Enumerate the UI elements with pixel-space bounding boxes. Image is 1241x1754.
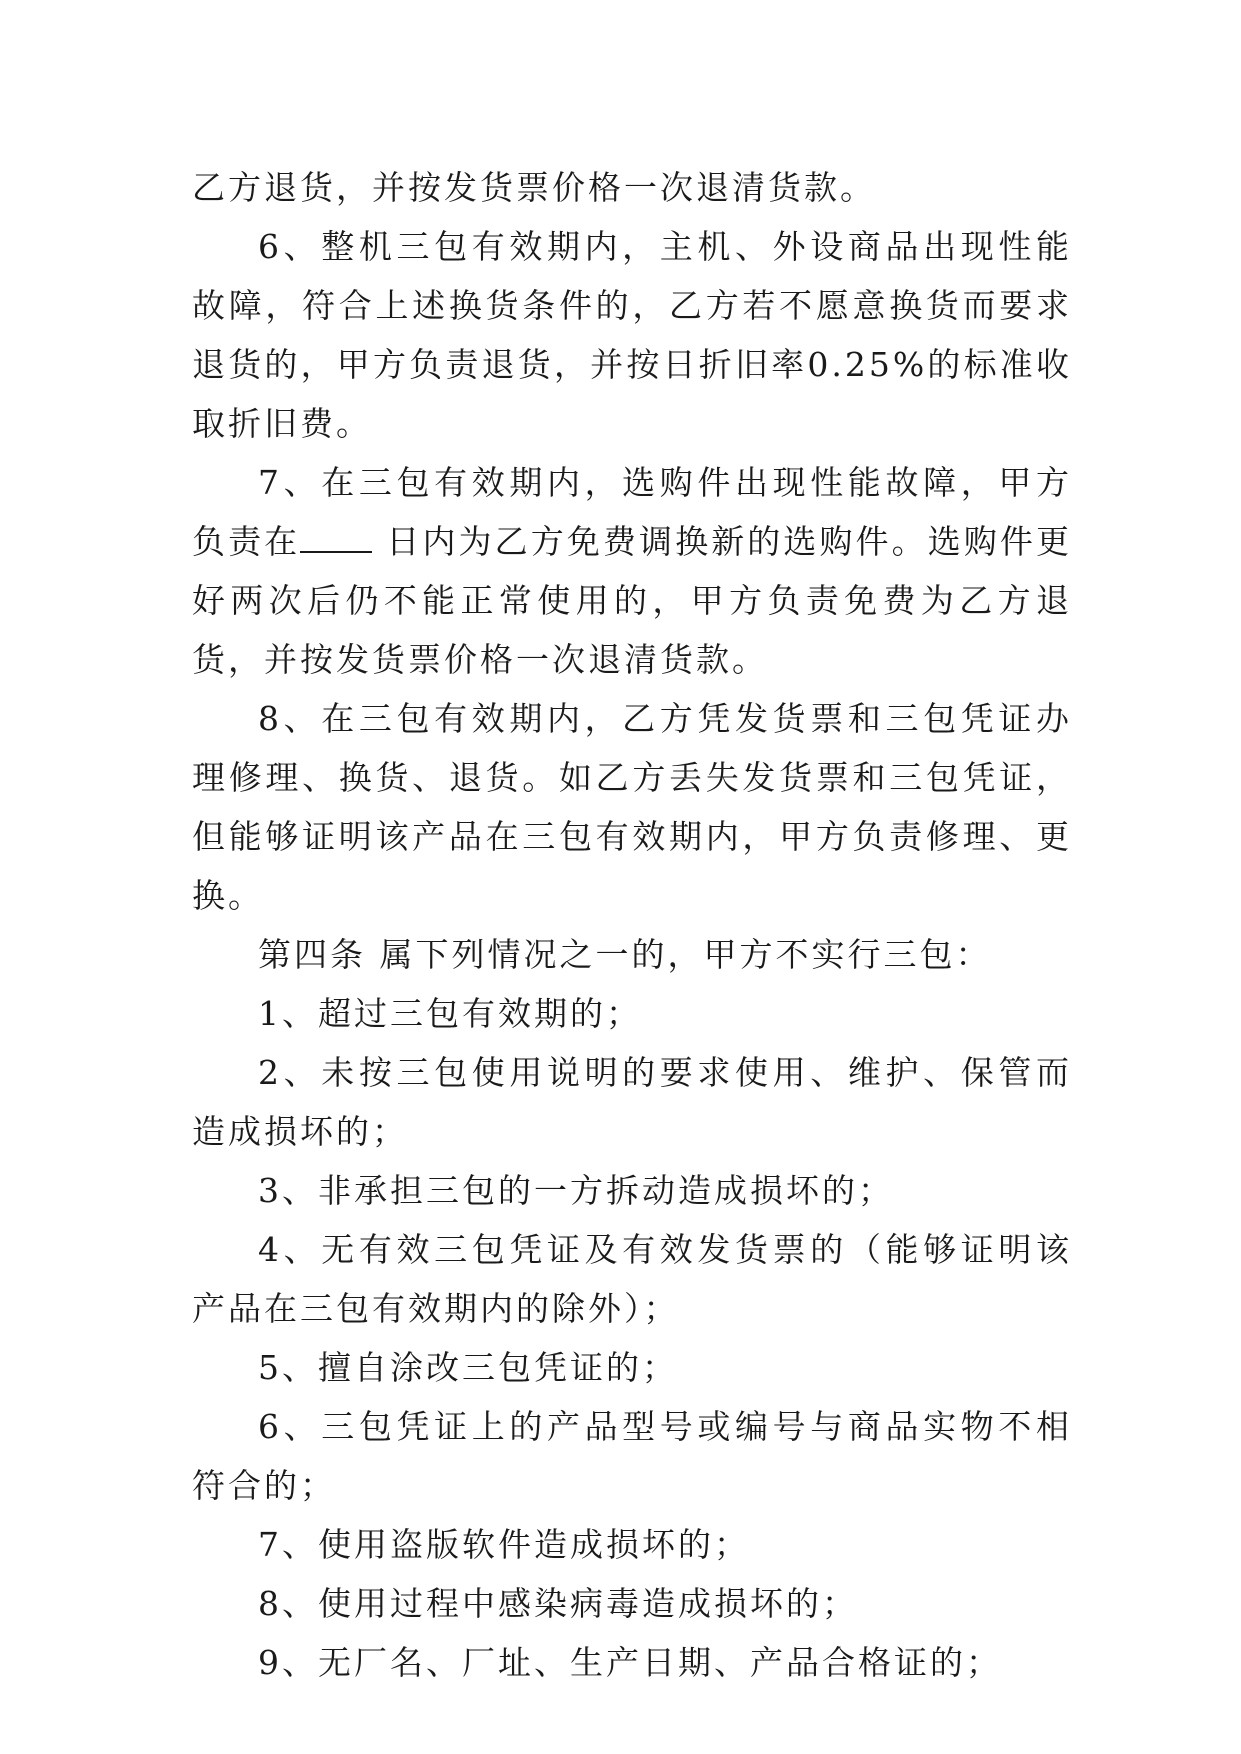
list-item-4: 4、无有效三包凭证及有效发货票的（能够证明该产品在三包有效期内的除外）； [192,1230,1072,1328]
list-item-3: 3、非承担三包的一方拆动造成损坏的； [258,1171,894,1210]
paragraph-clause-8: 8、在三包有效期内，乙方凭发货票和三包凭证办理修理、换货、退货。如乙方丢失发货票和三包凭证，但能够证明该产品在三包有效期内，甲方负责修理、更换。 [192,699,1072,915]
document-body [192,158,1072,1692]
fill-in-blank [300,523,372,553]
list-item-1: 1、超过三包有效期的； [258,994,642,1033]
list-item-6: 6、三包凭证上的产品型号或编号与商品实物不相符合的； [192,1407,1072,1505]
clause-7-text-after-blank: 日内为乙方免费调换新的选购件。选购件更好两次后仍不能正常使用的，甲方负责免费为乙方退货，并按发货票价格一次退清货款。 [192,522,1073,679]
paragraph-continuation: 乙方退货，并按发货票价格一次退清货款。 [192,168,876,207]
list-item-7: 7、使用盗版软件造成损坏的； [258,1525,750,1564]
paragraph-clause-6: 6、整机三包有效期内，主机、外设商品出现性能故障，符合上述换货条件的，乙方若不愿意换货而要求退货的，甲方负责退货，并按日折旧率0.25%的标准收取折旧费。 [192,227,1072,443]
list-item-8: 8、使用过程中感染病毒造成损坏的； [258,1584,858,1623]
list-item-2: 2、未按三包使用说明的要求使用、维护、保管而造成损坏的； [192,1053,1072,1151]
list-item-9: 9、无厂名、厂址、生产日期、产品合格证的； [258,1643,1002,1682]
paragraph-clause-7 [192,453,1072,689]
clause-7-text-before-blank: 7、在三包有效期内，选购件出现性能故障，甲方负责在 [192,463,1072,561]
list-item-5: 5、擅自涂改三包凭证的； [258,1348,678,1387]
article-4-heading: 第四条 属下列情况之一的，甲方不实行三包： [258,935,992,974]
